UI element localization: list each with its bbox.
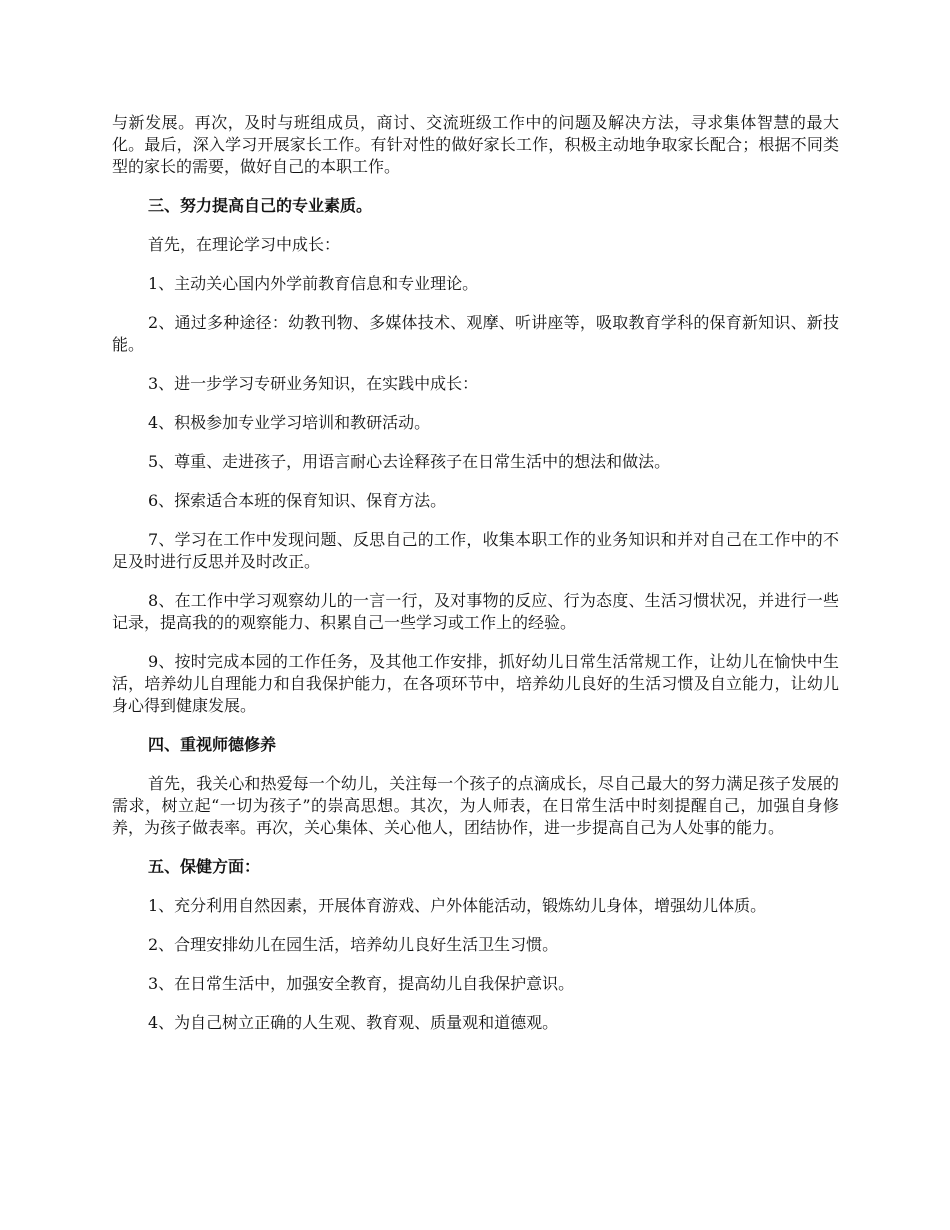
list-item: 1、充分利用自然因素，开展体育游戏、户外体能活动，锻炼幼儿身体，增强幼儿体质。	[148, 896, 767, 915]
paragraph: 首先，在理论学习中成长：	[148, 235, 341, 254]
list-item: 2、合理安排幼儿在园生活，培养幼儿良好生活卫生习惯。	[148, 935, 559, 954]
paragraph: 首先，我关心和热爱每一个幼儿，关注每一个孩子的点滴成长，尽自己最大的努力满足孩子发展的需求，树立起“一切为孩子”的崇高思想。其次，为人师表，在日常生活中时刻提醒自己，加强自身修养，为孩子做表率。再次，关心集体、关心他人，团结协作，进一步提高自己为人处事的能力。	[112, 774, 839, 837]
list-item: 2、通过多种途径：幼教刊物、多媒体技术、观摩、听讲座等，吸取教育学科的保育新知识、新技能。	[112, 313, 839, 354]
list-item: 3、在日常生活中，加强安全教育，提高幼儿自我保护意识。	[148, 974, 575, 993]
list-item: 1、主动关心国内外学前教育信息和专业理论。	[148, 274, 479, 293]
list-item: 4、为自己树立正确的人生观、教育观、质量观和道德观。	[148, 1013, 559, 1032]
section-heading-3: 三、努力提高自己的专业素质。	[148, 196, 373, 215]
document-page	[112, 112, 839, 1051]
list-item: 4、积极参加专业学习培训和教研活动。	[148, 413, 431, 432]
section-heading-5: 五、保健方面：	[148, 857, 261, 876]
paragraph-continuation: 与新发展。再次，及时与班组成员，商讨、交流班级工作中的问题及解决方法，寻求集体智慧的最大化。最后，深入学习开展家长工作。有针对性的做好家长工作，积极主动地争取家长配合；根据不同类型的家长的需要，做好自己的本职工作。	[112, 113, 839, 176]
list-item: 8、在工作中学习观察幼儿的一言一行，及对事物的反应、行为态度、生活习惯状况，并进行一些记录，提高我的的观察能力、积累自己一些学习或工作上的经验。	[112, 591, 839, 632]
list-item: 6、探索适合本班的保育知识、保育方法。	[148, 491, 447, 510]
list-item: 9、按时完成本园的工作任务，及其他工作安排，抓好幼儿日常生活常规工作，让幼儿在愉快中生活，培养幼儿自理能力和自我保护能力，在各项环节中，培养幼儿良好的生活习惯及自立能力，让幼儿身心得到健康发展。	[112, 652, 839, 715]
section-heading-4: 四、重视师德修养	[148, 735, 277, 754]
list-item: 7、学习在工作中发现问题、反思自己的工作，收集本职工作的业务知识和并对自己在工作中的不足及时进行反思并及时改正。	[112, 530, 839, 571]
list-item: 5、尊重、走进孩子，用语言耐心去诠释孩子在日常生活中的想法和做法。	[148, 452, 671, 471]
list-item: 3、进一步学习专研业务知识，在实践中成长：	[148, 374, 479, 393]
